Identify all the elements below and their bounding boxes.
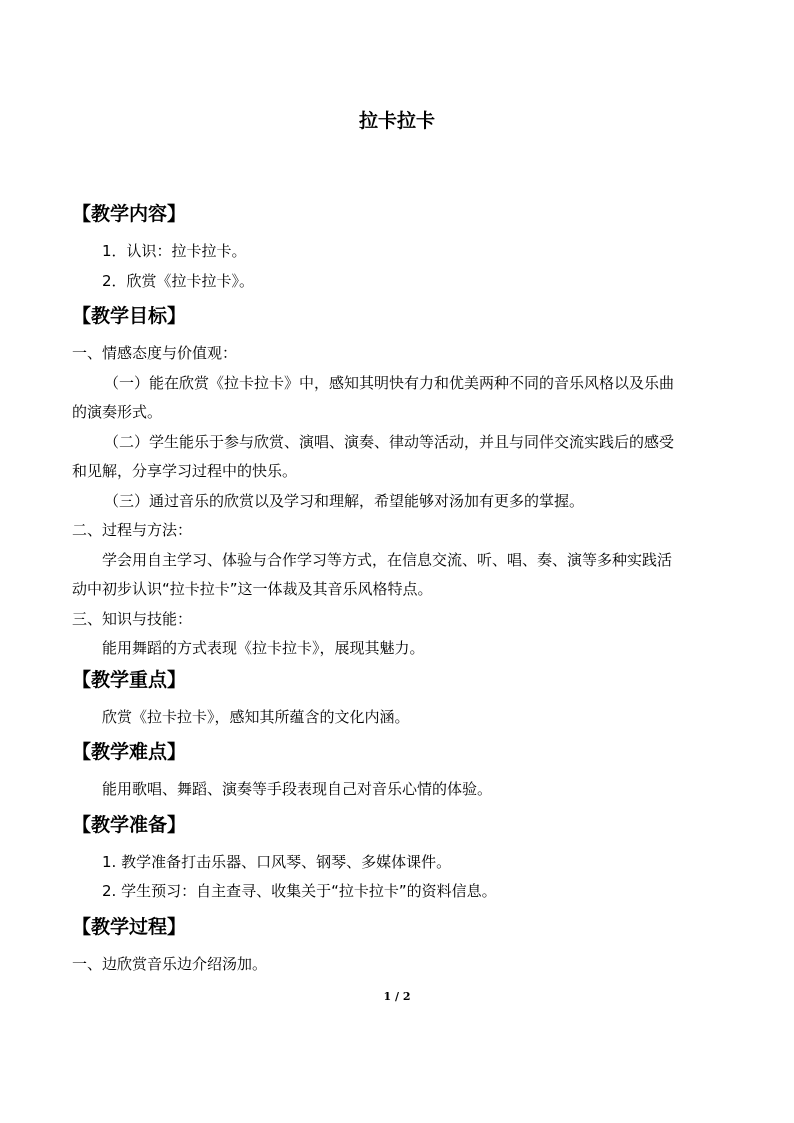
section-heading-key-points: 【教学重点】 (72, 668, 187, 691)
section-heading-preparation: 【教学准备】 (72, 813, 187, 836)
key-points-text: 欣赏《拉卡拉卡》，感知其所蕴含的文化内涵。 (102, 707, 410, 726)
goals-paragraph-2-line-1: （二）学生能乐于参与欣赏、演唱、演奏、律动等活动，并且与同伴交流实践后的感受 (104, 432, 675, 451)
process-step-1: 一、边欣赏音乐边介绍汤加。 (72, 954, 268, 973)
section-heading-content: 【教学内容】 (72, 203, 187, 225)
goals-subtitle-3: 三、知识与技能： (72, 609, 193, 628)
page-number: 1 / 2 (383, 990, 411, 1003)
difficulties-text: 能用歌唱、舞蹈、演奏等手段表现自己对音乐心情的体验。 (102, 780, 493, 798)
goals-paragraph-3: （三）通过音乐的欣赏以及学习和理解，希望能够对汤加有更多的掌握。 (104, 491, 585, 510)
preparation-item-2: 2. 学生预习：自主查寻、收集关于“拉卡拉卡”的资料信息。 (102, 882, 497, 900)
preparation-item-1: 1. 教学准备打击乐器、口风琴、钢琴、多媒体课件。 (102, 852, 452, 871)
section-heading-difficulties: 【教学难点】 (72, 741, 187, 763)
goals-process-line-1: 学会用自主学习、体验与合作学习等方式，在信息交流、听、唱、奏、演等多种实践活 (102, 550, 673, 569)
section-heading-process: 【教学过程】 (72, 915, 187, 938)
goals-subtitle-1: 一、情感态度与价值观： (72, 344, 238, 362)
goals-paragraph-2-line-2: 和见解，分享学习过程中的快乐。 (72, 462, 298, 480)
document-body (72, 198, 722, 979)
goals-skills-line-1: 能用舞蹈的方式表现《拉卡拉卡》，展现其魅力。 (102, 639, 425, 657)
section-heading-goals: 【教学目标】 (72, 305, 187, 327)
goals-paragraph-1-line-2: 的演奏形式。 (72, 403, 163, 421)
content-item-2: 2．欣赏《拉卡拉卡》。 (102, 271, 255, 290)
content-item-1: 1．认识：拉卡拉卡。 (102, 242, 247, 260)
goals-subtitle-2: 二、过程与方法： (72, 521, 193, 539)
document-title: 拉卡拉卡 (358, 110, 435, 132)
goals-paragraph-1-line-1: （一）能在欣赏《拉卡拉卡》中，感知其明快有力和优美两种不同的音乐风格以及乐曲 (104, 373, 675, 392)
goals-process-line-2: 动中初步认识“拉卡拉卡”这一体裁及其音乐风格特点。 (72, 580, 433, 598)
